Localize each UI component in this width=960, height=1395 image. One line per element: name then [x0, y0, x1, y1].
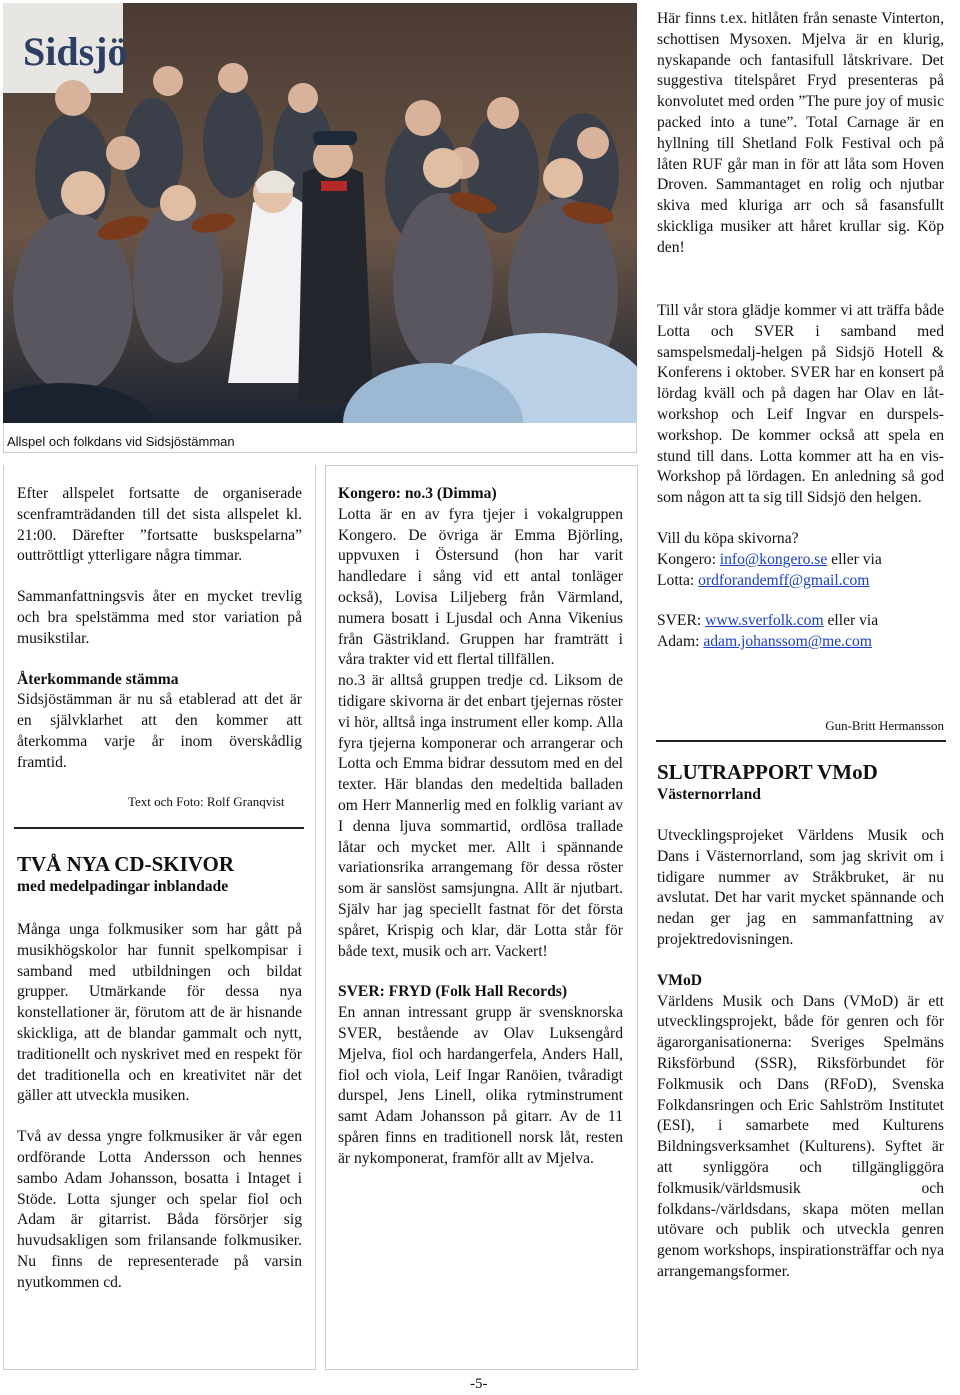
adam-contact-label: Adam:	[657, 633, 704, 651]
lotta-adam-paragraph: Två av dessa yngre folkmusiker är vår egen ordförande Lotta Andersson och hennes sambo Adam Johansson, bosatta i Intaget i Stöde. Lotta sjunger och spelar fiol och Adam är gitarrist. Båda försörjer sig huvudsakligen som frilansande folkmusiker. Nu finns de representerade på varsin nyutkommen cd.	[17, 1128, 302, 1291]
kongero-heading: Kongero: no.3 (Dimma)	[338, 485, 497, 502]
author-byline: Gun-Britt Hermansson	[825, 718, 944, 733]
sver-contact	[657, 611, 944, 632]
lotta-contact	[657, 571, 944, 592]
banner-lettering: Sidsjö	[23, 29, 128, 74]
event-photo	[3, 3, 637, 423]
sver-contact-label: SVER:	[657, 612, 706, 630]
divider-rule	[656, 740, 946, 742]
return-paragraph: Sidsjöstämman är nu så etablerad att det är en självklarhet att den kommer att återkomma varje år inom överskådlig framtid.	[17, 691, 302, 771]
vmod-paragraph: Världens Musik och Dans (VMoD) är ett utvecklingsprojekt, både för genren och för ägarorganisationerna: Sveriges Spelmäns Riksförbund (SSR), Riksförbundet för Folkmusik och Dans (RFoD), Svenska Folkdansringen och Eric Sahlström Institutet (ESI), i samarbete med Kulturens Bildningsverksamhet (Kulturens). Syftet är att synliggöra och tillgängliggöra folkmusik/världsmusik och folkdans-/världsdans, skapa möten mellan utövare och publik och utveckla genren genom workshops, inspirationsträffar och nya arrangemangsformer.	[657, 992, 944, 1280]
adam-contact	[657, 632, 944, 653]
kongero-paragraph: Lotta är en av fyra tjejer i vokalgruppen Kongero. De övriga är Emma Björling, uppvuxen i Östersund (hon har varit handledare i sång vid ett antal tonläger också), Lovisa Liljeberg från Värmland, numera bosatt i Ljusdal och Anna Vikenius från Gästrikland. Gruppen har framträtt i våra trakter vid ett flertal tillfällen.	[338, 505, 623, 669]
young-musicians-paragraph: Många unga folkmusiker som har gått på musikhögskolor har funnit spelkompisar i samband med utbildningen och bildat grupper. Utmärkande för dessa nya konstellationer är, förutom att de är hisnande skickliga, att de blandar gammalt och nytt, traditionellt och nyskrivet med en respekt för det traditionella och en kreativitet när det gäller att utveckla musiken.	[17, 921, 302, 1105]
column-3	[657, 301, 944, 653]
kongero-contact	[657, 550, 944, 571]
sver-or-text: eller via	[823, 612, 879, 630]
column-1	[17, 484, 302, 774]
photo-illustration	[3, 3, 637, 423]
page-number: -5-	[470, 1376, 488, 1392]
kongero-contact-label: Kongero:	[657, 550, 720, 568]
adam-email-link[interactable]: adam.johanssom@me.com	[703, 633, 872, 651]
buy-question: Vill du köpa skivorna?	[657, 529, 799, 547]
sver-paragraph: En annan intressant grupp är svensknorska SVER, bestående av Olav Luksengård Mjelva, fiol och hardangerfela, Anders Hall, fiol och viola, Leif Ingar Ranöien, tvåradigt durspel, Jens Linell, olika rytminstrument samt Adam Johansson på gitarr. Av de 11 spåren finns en traditionell norsk låt, resten är nykomponerat, framför allt av Mjelva.	[338, 1004, 623, 1167]
kongero-or-text: eller via	[827, 550, 882, 568]
article-subtitle: med medelpadingar inblandade	[17, 878, 229, 895]
column-2	[338, 484, 623, 1170]
vmod-heading: VMoD	[657, 971, 703, 989]
article-title: TVÅ NYA CD-SKIVOR	[17, 852, 235, 876]
meet-paragraph: Till vår stora glädje kommer vi att träffa både Lotta och SVER i samband med samspelsmedalj-helgen på Sidsjö Hotell & Konferens i oktober. SVER har en konsert på lördag kväll och på dagen har Olav en låt-workshop och Leif Ingvar en durspels-workshop. De kommer också att spela en stund till dans. Lotta kommer att ha en vis-Workshop på lördagen. En anledning så god som någon att ta sig till Sidsjö den helgen.	[657, 302, 944, 507]
lotta-email-link[interactable]: ordforandemff@gmail.com	[698, 571, 870, 589]
allspel-paragraph: Efter allspelet fortsatte de organiserade scenframträdanden till det sista allspelet kl. 21:00. Därefter ”fortsatte buskspelarna” outtröttligt ytterligare några timmar.	[17, 485, 302, 565]
cd-article-header	[17, 852, 302, 896]
summary-paragraph: Sammanfattningsvis åter en mycket trevlig och bra spelstämma med stor variation på musikstilar.	[17, 588, 302, 647]
vmod-title: SLUTRAPPORT VMoD	[657, 760, 878, 784]
vmod-article-body	[657, 826, 944, 1283]
sver-heading: SVER: FRYD (Folk Hall Records)	[338, 983, 568, 1001]
vmod-article-header	[657, 760, 944, 804]
section-heading-return: Återkommande stämma	[17, 670, 179, 688]
cd-article-body	[17, 920, 302, 1294]
vmod-subtitle: Västernorrland	[657, 786, 761, 803]
kongero-review-paragraph: no.3 är alltså gruppen tredje cd. Liksom de tidigare skivorna är det enbart tjejernas röster vi hör, alltså inga instrument eller komp. Alla fyra tjejerna komponerar och arrangerar och Lotta och Emma bidrar dessutom med en del texter. Här blandas den medeltida balladen om Herr Mannerlig med en folklig variant av I denna ljuva sommartid, ordlösa trallade låtar och mycket mer. Allt i spännande variationsrika arrangemang för dessa röster som är sanslöst samsjungna. Allt är njutbart. Själv har jag speciellt fastnat för det första spåret, Krispig och klar, där Lotta står för både text, musik och arr. Vackert!	[338, 672, 623, 960]
lotta-contact-label: Lotta:	[657, 571, 699, 589]
vmod-intro-paragraph: Utvecklingsprojeket Världens Musik och Dans i Västernorrland, som jag skrivit om i tidigare nummer av Stråkbruket, är nu avslutat. Det har varit mycket spännande och nedan ger jag en sammanfattning av projektredovisningen.	[657, 827, 944, 948]
photo-caption: Allspel och folkdans vid Sidsjöstämman	[7, 434, 235, 449]
kongero-email-link[interactable]: info@kongero.se	[719, 550, 828, 568]
divider-rule	[14, 827, 304, 829]
sver-web-link[interactable]: www.sverfolk.com	[705, 612, 824, 630]
photo-credit: Text och Foto: Rolf Granqvist	[128, 794, 285, 809]
fryd-review-paragraph: Här finns t.ex. hitlåten från senaste Vinterton, schottisen Mysoxen. Mjelva är en klurig, nyskapande och fantasifull låtskrivare. Det suggestiva titelspåret Fryd presenteras på konvolutet med orden ”The pure joy of music packed into a tune”. Total Carnage är en hyllning till Shetland Folk Festival och på låten RUF går man in för att låta som Hoven Droven. Sammantaget en rolig och njutbar skiva med kluriga arr och så fasansfullt skickliga musiker att håret krullar sig. Köp den!	[657, 10, 944, 256]
column-3-top	[657, 9, 944, 259]
